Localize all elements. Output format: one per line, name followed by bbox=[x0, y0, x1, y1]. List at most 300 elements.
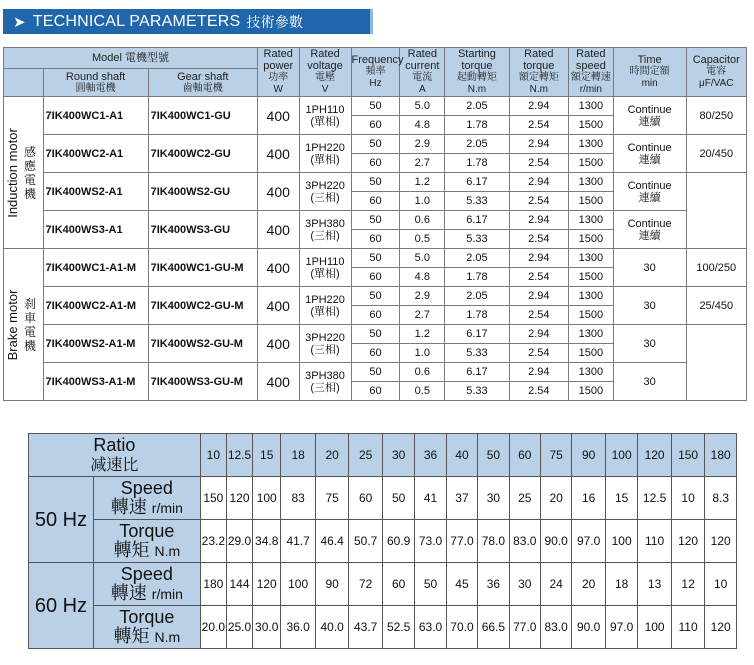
rated-speed-header-cn: 額定轉速 bbox=[570, 72, 611, 83]
rated-torque: 2.94 bbox=[509, 135, 568, 154]
group-label bbox=[4, 97, 44, 249]
rated-speed: 1300 bbox=[568, 287, 613, 306]
speed-value: 72 bbox=[349, 563, 383, 606]
spec-row bbox=[4, 211, 747, 230]
torque-value: 100 bbox=[638, 606, 672, 649]
time-rating bbox=[613, 173, 686, 211]
rated-voltage bbox=[299, 325, 351, 363]
round-shaft-model: 7IK400WC1-A1 bbox=[43, 97, 148, 135]
rated-current: 1.0 bbox=[400, 344, 445, 363]
banner-title-cn: 技術參數 bbox=[246, 13, 304, 30]
rated-current: 0.5 bbox=[400, 230, 445, 249]
time-value: 30 bbox=[643, 375, 656, 388]
torque-label bbox=[93, 606, 200, 649]
rated-speed: 1500 bbox=[568, 192, 613, 211]
voltage-value: 3PH220 bbox=[305, 331, 345, 344]
torque-value: 25.0 bbox=[226, 606, 252, 649]
voltage-header-unit: V bbox=[321, 84, 329, 95]
capacitor bbox=[686, 325, 746, 401]
starting-torque: 2.05 bbox=[445, 97, 510, 116]
voltage-value: 1PH220 bbox=[305, 141, 345, 154]
current-header-unit: A bbox=[418, 84, 426, 95]
spec-row bbox=[4, 135, 747, 154]
rated-torque: 2.94 bbox=[509, 249, 568, 268]
ratio-value: 15 bbox=[253, 434, 281, 477]
rated-power: 400 bbox=[257, 287, 299, 325]
group-name-cn: 感 應 電 機 bbox=[24, 144, 37, 201]
rated-current: 4.8 bbox=[400, 116, 445, 135]
rated-torque: 2.94 bbox=[509, 211, 568, 230]
time-header bbox=[613, 48, 686, 97]
group-name-en: Induction motor bbox=[5, 127, 20, 218]
rated-current: 2.7 bbox=[400, 154, 445, 173]
rated-speed: 1500 bbox=[568, 230, 613, 249]
power-header-en: Rated power bbox=[263, 48, 294, 72]
time-value-cn: 連續 bbox=[638, 191, 661, 204]
rated-current: 1.2 bbox=[400, 173, 445, 192]
torque-value: 77.0 bbox=[446, 520, 477, 563]
time-value: Continue bbox=[627, 179, 672, 192]
frequency: 50 bbox=[351, 363, 400, 382]
starting-torque: 1.78 bbox=[445, 306, 510, 325]
capacitor-header bbox=[686, 48, 746, 97]
round-shaft-model: 7IK400WS2-A1 bbox=[43, 173, 148, 211]
speed-label bbox=[93, 563, 200, 606]
starting-torque: 6.17 bbox=[445, 325, 510, 344]
torque-label-en: Torque bbox=[119, 606, 175, 627]
spec-table bbox=[3, 47, 747, 401]
starting-torque: 6.17 bbox=[445, 211, 510, 230]
torque-value: 77.0 bbox=[509, 606, 540, 649]
time-value: 30 bbox=[643, 337, 656, 350]
round-shaft-model: 7IK400WC2-A1-M bbox=[43, 287, 148, 325]
phase-value: (單相) bbox=[310, 115, 340, 128]
speed-value: 30 bbox=[509, 563, 540, 606]
rated-speed: 1300 bbox=[568, 211, 613, 230]
rated-current: 1.0 bbox=[400, 192, 445, 211]
torque-value: 100 bbox=[605, 520, 637, 563]
rated-torque: 2.94 bbox=[509, 287, 568, 306]
torque-value: 66.5 bbox=[478, 606, 509, 649]
speed-value: 15 bbox=[605, 477, 637, 520]
ratio-title bbox=[29, 434, 201, 477]
torque-value: 110 bbox=[671, 606, 705, 649]
speed-value: 83 bbox=[281, 477, 316, 520]
speed-value: 60 bbox=[349, 477, 383, 520]
starting-torque: 6.17 bbox=[445, 173, 510, 192]
gear-shaft-model: 7IK400WC1-GU-M bbox=[148, 249, 257, 287]
time-header-en: Time bbox=[637, 54, 662, 66]
rated-torque: 2.54 bbox=[509, 116, 568, 135]
torque-value: 46.4 bbox=[315, 520, 349, 563]
speed-label-en: Speed bbox=[120, 563, 173, 584]
rated-torque: 2.54 bbox=[509, 344, 568, 363]
starting-torque: 5.33 bbox=[445, 192, 510, 211]
rated-torque: 2.54 bbox=[509, 306, 568, 325]
torque-value: 120 bbox=[705, 520, 737, 563]
rated-speed: 1500 bbox=[568, 116, 613, 135]
torque-row-50 bbox=[29, 520, 737, 563]
torque-value: 120 bbox=[705, 606, 737, 649]
speed-label-unit: r/min bbox=[151, 585, 183, 602]
rated-current: 2.9 bbox=[400, 287, 445, 306]
speed-value: 30 bbox=[478, 477, 509, 520]
capacitor: 25/450 bbox=[686, 287, 746, 325]
torque-value: 29.0 bbox=[226, 520, 252, 563]
frequency: 60 bbox=[351, 230, 400, 249]
speed-value: 13 bbox=[638, 563, 672, 606]
torque-value: 73.0 bbox=[415, 520, 446, 563]
frequency: 50 bbox=[351, 325, 400, 344]
power-header bbox=[257, 48, 299, 97]
rated-torque: 2.54 bbox=[509, 154, 568, 173]
gear-shaft-model: 7IK400WC1-GU bbox=[148, 97, 257, 135]
speed-value: 90 bbox=[315, 563, 349, 606]
ratio-value: 12.5 bbox=[226, 434, 252, 477]
frequency-header-cn: 頻率 bbox=[365, 66, 386, 77]
time-rating bbox=[613, 363, 686, 401]
rated-current: 1.2 bbox=[400, 325, 445, 344]
starting-torque-header bbox=[445, 48, 510, 97]
rated-speed: 1300 bbox=[568, 173, 613, 192]
banner-edge bbox=[370, 9, 373, 34]
ratio-value: 180 bbox=[705, 434, 737, 477]
speed-value: 50 bbox=[382, 477, 414, 520]
current-header bbox=[400, 48, 445, 97]
starting-torque: 1.78 bbox=[445, 268, 510, 287]
spec-row bbox=[4, 249, 747, 268]
torque-value: 83.0 bbox=[509, 520, 540, 563]
speed-row-50 bbox=[29, 477, 737, 520]
rated-voltage bbox=[299, 287, 351, 325]
round-shaft-model: 7IK400WC1-A1-M bbox=[43, 249, 148, 287]
ratio-value: 10 bbox=[200, 434, 226, 477]
time-rating bbox=[613, 135, 686, 173]
voltage-value: 1PH110 bbox=[305, 255, 345, 268]
frequency: 60 bbox=[351, 344, 400, 363]
speed-label-cn: 轉速 bbox=[110, 496, 147, 517]
rated-torque: 2.94 bbox=[509, 363, 568, 382]
phase-value: (三相) bbox=[310, 381, 340, 394]
ratio-value: 30 bbox=[382, 434, 414, 477]
round-shaft-model: 7IK400WS3-A1 bbox=[43, 211, 148, 249]
torque-value: 41.7 bbox=[281, 520, 316, 563]
rated-torque-header-unit: N.m bbox=[529, 84, 548, 95]
frequency: 50 bbox=[351, 97, 400, 116]
time-value: 30 bbox=[643, 261, 656, 274]
torque-value: 110 bbox=[638, 520, 672, 563]
phase-value: (單相) bbox=[310, 267, 340, 280]
spec-row bbox=[4, 325, 747, 344]
rated-voltage bbox=[299, 135, 351, 173]
rated-torque: 2.94 bbox=[509, 173, 568, 192]
torque-label bbox=[93, 520, 200, 563]
speed-value: 24 bbox=[540, 563, 571, 606]
frequency: 60 bbox=[351, 268, 400, 287]
time-header-unit: min bbox=[641, 78, 658, 89]
rated-current: 2.7 bbox=[400, 306, 445, 325]
torque-value: 70.0 bbox=[446, 606, 477, 649]
round-shaft-en: Round shaft bbox=[65, 70, 126, 83]
blank-header bbox=[4, 69, 44, 97]
speed-value: 20 bbox=[540, 477, 571, 520]
speed-value: 180 bbox=[200, 563, 226, 606]
frequency: 60 bbox=[351, 154, 400, 173]
voltage-value: 1PH110 bbox=[305, 103, 345, 116]
gear-shaft-cn: 齒軸電機 bbox=[182, 82, 223, 94]
power-header-unit: W bbox=[273, 84, 283, 95]
speed-value: 100 bbox=[253, 477, 281, 520]
speed-value: 25 bbox=[509, 477, 540, 520]
ratio-value: 90 bbox=[572, 434, 606, 477]
speed-value: 10 bbox=[705, 563, 737, 606]
torque-label-cn: 轉矩 bbox=[113, 539, 150, 560]
rated-torque: 2.54 bbox=[509, 192, 568, 211]
time-value: 30 bbox=[643, 299, 656, 312]
rated-power: 400 bbox=[257, 249, 299, 287]
time-value: Continue bbox=[627, 141, 672, 154]
speed-value: 12.5 bbox=[638, 477, 672, 520]
ratio-value: 75 bbox=[540, 434, 571, 477]
speed-label-unit: r/min bbox=[151, 499, 183, 516]
gear-shaft-model: 7IK400WC2-GU-M bbox=[148, 287, 257, 325]
speed-value: 75 bbox=[315, 477, 349, 520]
torque-label-unit: N.m bbox=[154, 542, 181, 559]
rated-power: 400 bbox=[257, 173, 299, 211]
ratio-value: 20 bbox=[315, 434, 349, 477]
frequency: 60 bbox=[351, 192, 400, 211]
speed-value: 20 bbox=[572, 563, 606, 606]
rated-speed-header-unit: r/min bbox=[579, 84, 602, 95]
torque-value: 40.0 bbox=[315, 606, 349, 649]
starting-torque: 2.05 bbox=[445, 249, 510, 268]
rated-power: 400 bbox=[257, 97, 299, 135]
frequency-60hz: 60 Hz bbox=[29, 563, 94, 649]
frequency: 60 bbox=[351, 382, 400, 401]
rated-speed: 1300 bbox=[568, 97, 613, 116]
banner-title: TECHNICAL PARAMETERS bbox=[32, 12, 241, 30]
ratio-value: 60 bbox=[509, 434, 540, 477]
torque-value: 97.0 bbox=[605, 606, 637, 649]
speed-value: 37 bbox=[446, 477, 477, 520]
torque-value: 34.8 bbox=[253, 520, 281, 563]
spec-row bbox=[4, 363, 747, 382]
starting-torque: 2.05 bbox=[445, 287, 510, 306]
torque-label-cn: 轉矩 bbox=[113, 625, 150, 646]
rated-speed: 1500 bbox=[568, 268, 613, 287]
starting-torque: 5.33 bbox=[445, 230, 510, 249]
rated-current: 0.6 bbox=[400, 363, 445, 382]
gear-shaft-model: 7IK400WS3-GU bbox=[148, 211, 257, 249]
capacitor: 80/250 bbox=[686, 97, 746, 135]
round-shaft-model: 7IK400WS3-A1-M bbox=[43, 363, 148, 401]
rated-current: 2.9 bbox=[400, 135, 445, 154]
torque-value: 52.5 bbox=[382, 606, 414, 649]
rated-power: 400 bbox=[257, 363, 299, 401]
rated-speed: 1300 bbox=[568, 325, 613, 344]
rated-power: 400 bbox=[257, 211, 299, 249]
frequency-header-unit: Hz bbox=[369, 78, 382, 89]
ratio-value: 36 bbox=[415, 434, 446, 477]
rated-speed-header-en: Rated speed bbox=[575, 48, 606, 72]
starting-torque-header-en: Starting torque bbox=[457, 48, 496, 72]
capacitor: 20/450 bbox=[686, 135, 746, 173]
voltage-header bbox=[299, 48, 351, 97]
starting-torque-header-unit: N.m bbox=[467, 84, 487, 95]
gear-shaft-model: 7IK400WS2-GU bbox=[148, 173, 257, 211]
starting-torque: 1.78 bbox=[445, 154, 510, 173]
rated-current: 5.0 bbox=[400, 97, 445, 116]
rated-current: 0.6 bbox=[400, 211, 445, 230]
rated-voltage bbox=[299, 363, 351, 401]
section-banner bbox=[3, 9, 370, 34]
frequency: 60 bbox=[351, 306, 400, 325]
voltage-value: 3PH380 bbox=[305, 217, 345, 230]
rated-speed: 1500 bbox=[568, 382, 613, 401]
torque-value: 23.2 bbox=[200, 520, 226, 563]
gear-shaft-model: 7IK400WS3-GU-M bbox=[148, 363, 257, 401]
time-rating bbox=[613, 97, 686, 135]
starting-torque: 5.33 bbox=[445, 344, 510, 363]
rated-power: 400 bbox=[257, 325, 299, 363]
ratio-value: 100 bbox=[605, 434, 637, 477]
starting-torque: 5.33 bbox=[445, 382, 510, 401]
starting-torque: 2.05 bbox=[445, 135, 510, 154]
speed-value: 12 bbox=[671, 563, 705, 606]
time-header-cn: 時間定額 bbox=[629, 66, 670, 77]
torque-label-unit: N.m bbox=[154, 628, 181, 645]
time-value: Continue bbox=[627, 103, 672, 116]
rated-current: 4.8 bbox=[400, 268, 445, 287]
round-shaft-cn: 圓軸電機 bbox=[75, 82, 116, 94]
torque-value: 90.0 bbox=[540, 520, 571, 563]
phase-value: (單相) bbox=[310, 153, 340, 166]
torque-value: 78.0 bbox=[478, 520, 509, 563]
ratio-value: 40 bbox=[446, 434, 477, 477]
time-value-cn: 連續 bbox=[638, 153, 661, 166]
rated-current: 0.5 bbox=[400, 382, 445, 401]
speed-label bbox=[93, 477, 200, 520]
capacitor-header-en: Capacitor bbox=[692, 54, 740, 66]
rated-power: 400 bbox=[257, 135, 299, 173]
spec-row bbox=[4, 173, 747, 192]
voltage-value: 1PH220 bbox=[305, 293, 345, 306]
rated-torque: 2.54 bbox=[509, 268, 568, 287]
torque-value: 50.7 bbox=[349, 520, 383, 563]
phase-value: (單相) bbox=[310, 305, 340, 318]
starting-torque: 1.78 bbox=[445, 116, 510, 135]
rated-voltage bbox=[299, 173, 351, 211]
round-shaft-model: 7IK400WC2-A1 bbox=[43, 135, 148, 173]
speed-value: 120 bbox=[226, 477, 252, 520]
ratio-value: 120 bbox=[638, 434, 672, 477]
time-value-cn: 連續 bbox=[638, 229, 661, 242]
rated-voltage bbox=[299, 97, 351, 135]
torque-value: 90.0 bbox=[572, 606, 606, 649]
rated-speed: 1300 bbox=[568, 135, 613, 154]
gear-shaft-model: 7IK400WS2-GU-M bbox=[148, 325, 257, 363]
time-value: Continue bbox=[627, 217, 672, 230]
speed-value: 8.3 bbox=[705, 477, 737, 520]
phase-value: (三相) bbox=[310, 191, 340, 204]
speed-value: 60 bbox=[382, 563, 414, 606]
torque-value: 60.9 bbox=[382, 520, 414, 563]
gear-shaft-header bbox=[148, 69, 257, 97]
speed-value: 150 bbox=[200, 477, 226, 520]
speed-value: 120 bbox=[253, 563, 281, 606]
torque-value: 63.0 bbox=[415, 606, 446, 649]
rated-torque: 2.94 bbox=[509, 97, 568, 116]
phase-value: (三相) bbox=[310, 229, 340, 242]
starting-torque-header-cn: 起動轉矩 bbox=[456, 72, 497, 83]
group-name-en: Brake motor bbox=[5, 289, 20, 360]
group-name-cn: 刹 車 電 機 bbox=[24, 296, 37, 353]
frequency: 50 bbox=[351, 249, 400, 268]
torque-row-60 bbox=[29, 606, 737, 649]
voltage-value: 3PH220 bbox=[305, 179, 345, 192]
rated-torque: 2.54 bbox=[509, 230, 568, 249]
rated-torque-header bbox=[509, 48, 568, 97]
frequency-50hz: 50 Hz bbox=[29, 477, 94, 563]
torque-value: 83.0 bbox=[540, 606, 571, 649]
starting-torque: 6.17 bbox=[445, 363, 510, 382]
rated-torque: 2.94 bbox=[509, 325, 568, 344]
torque-value: 120 bbox=[671, 520, 705, 563]
round-shaft-model: 7IK400WS2-A1-M bbox=[43, 325, 148, 363]
frequency-header-en: Frequency bbox=[351, 54, 404, 66]
chevron-right-icon: ➤ bbox=[13, 13, 26, 31]
current-header-cn: 電流 bbox=[412, 72, 433, 83]
capacitor bbox=[686, 173, 746, 249]
ratio-value: 150 bbox=[671, 434, 705, 477]
capacitor-header-unit: μF/VAC bbox=[699, 78, 734, 89]
time-rating bbox=[613, 249, 686, 287]
speed-label-en: Speed bbox=[120, 477, 173, 498]
rated-speed: 1500 bbox=[568, 306, 613, 325]
ratio-title-en: Ratio bbox=[93, 434, 136, 455]
ratio-table bbox=[28, 433, 737, 649]
rated-voltage bbox=[299, 249, 351, 287]
frequency: 50 bbox=[351, 135, 400, 154]
speed-value: 100 bbox=[281, 563, 316, 606]
model-header bbox=[4, 48, 258, 69]
phase-value: (三相) bbox=[310, 343, 340, 356]
rated-torque-header-cn: 額定轉矩 bbox=[518, 72, 559, 83]
rated-speed: 1300 bbox=[568, 249, 613, 268]
rated-voltage bbox=[299, 211, 351, 249]
speed-label-cn: 轉速 bbox=[110, 582, 147, 603]
speed-value: 41 bbox=[415, 477, 446, 520]
capacitor-header-cn: 電容 bbox=[706, 66, 727, 77]
speed-value: 50 bbox=[415, 563, 446, 606]
rated-torque: 2.54 bbox=[509, 382, 568, 401]
torque-value: 30.0 bbox=[253, 606, 281, 649]
ratio-header-row bbox=[29, 434, 737, 477]
speed-value: 18 bbox=[605, 563, 637, 606]
rated-speed: 1500 bbox=[568, 154, 613, 173]
time-rating bbox=[613, 211, 686, 249]
voltage-header-cn: 電壓 bbox=[315, 72, 336, 83]
frequency: 50 bbox=[351, 173, 400, 192]
round-shaft-header bbox=[43, 69, 148, 97]
torque-value: 97.0 bbox=[572, 520, 606, 563]
speed-value: 16 bbox=[572, 477, 606, 520]
speed-value: 144 bbox=[226, 563, 252, 606]
gear-shaft-en: Gear shaft bbox=[177, 70, 229, 83]
frequency: 50 bbox=[351, 287, 400, 306]
time-rating bbox=[613, 325, 686, 363]
power-header-cn: 功率 bbox=[268, 72, 289, 83]
